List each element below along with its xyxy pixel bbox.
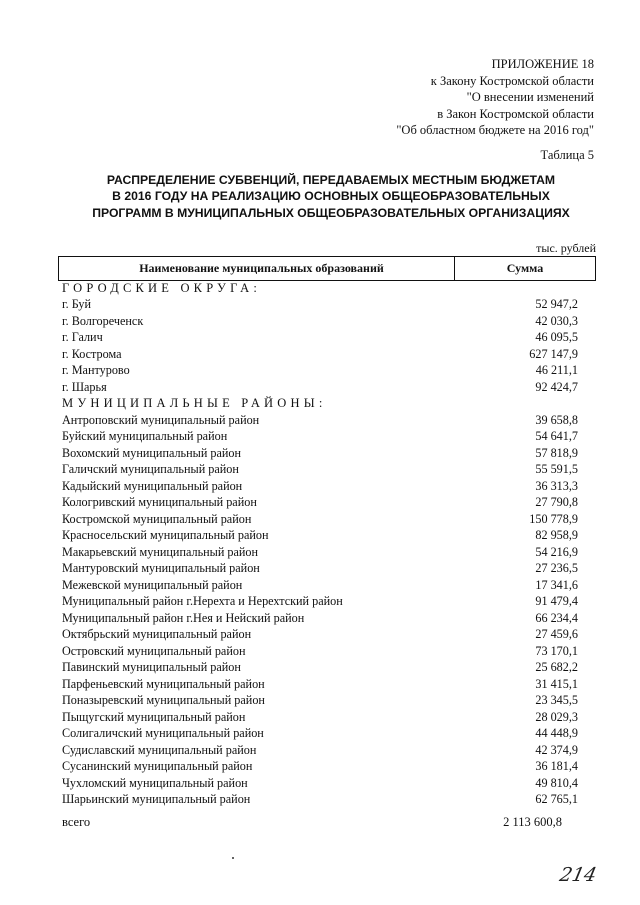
table-row [62, 742, 578, 759]
row-name: Пыщугский муниципальный район [62, 709, 246, 724]
total-row [62, 815, 562, 830]
total-label: всего [62, 815, 91, 829]
row-value: 82 958,9 [535, 528, 578, 543]
row-name: Шарьинский муниципальный район [62, 792, 251, 807]
row-name: Кадыйский муниципальный район [62, 478, 243, 493]
row-name: Буйский муниципальный район [62, 429, 228, 444]
row-name: Макарьевский муниципальный район [62, 544, 259, 559]
table-row [62, 726, 578, 743]
row-value: 73 170,1 [535, 643, 578, 658]
row-name: Костромской муниципальный район [62, 511, 252, 526]
row-name: Антроповский муниципальный район [62, 412, 260, 427]
row-value: 42 030,3 [535, 313, 578, 328]
table-row [62, 561, 578, 578]
header-name-column: Наименование муниципальных образований [59, 257, 455, 280]
row-value: 52 947,2 [535, 297, 578, 312]
table-row [62, 478, 578, 495]
appendix-line: ПРИЛОЖЕНИЕ 18 [491, 57, 594, 71]
row-name: Мантуровский муниципальный район [62, 561, 260, 576]
row-name: Вохомский муниципальный район [62, 445, 242, 460]
table-row [62, 660, 578, 677]
row-name: Муниципальный район г.Нея и Нейский район [62, 610, 305, 625]
row-name: Парфеньевский муниципальный район [62, 676, 265, 691]
table-row [62, 412, 578, 429]
row-name: Сусанинский муниципальный район [62, 759, 253, 774]
row-value: 57 818,9 [535, 445, 578, 460]
appendix-line: в Закон Костромской области [437, 106, 594, 121]
row-name: Красносельский муниципальный район [62, 528, 269, 543]
table-number: Таблица 5 [540, 148, 594, 162]
row-value: 150 778,9 [529, 511, 578, 526]
row-value: 27 790,8 [535, 495, 578, 510]
table-row [62, 363, 578, 380]
row-name: г. Шарья [62, 379, 107, 394]
row-value: 54 641,7 [535, 429, 578, 444]
table-row [62, 528, 578, 545]
table-row [62, 610, 578, 627]
row-value: 36 181,4 [535, 759, 578, 774]
row-name: Муниципальный район г.Нерехта и Нерехтский район [62, 594, 343, 609]
table-row [62, 445, 578, 462]
row-name: г. Мантурово [62, 363, 130, 378]
title-line: ПРОГРАММ В МУНИЦИПАЛЬНЫХ ОБЩЕОБРАЗОВАТЕЛЬНЫХ ОРГАНИЗАЦИЯХ [92, 205, 570, 220]
units-label: тыс. рублей [536, 241, 596, 255]
row-value: 66 234,4 [535, 610, 578, 625]
table-row [62, 379, 578, 396]
document-title [40, 172, 622, 221]
table-row [62, 643, 578, 660]
table-row [62, 676, 578, 693]
row-value: 27 459,6 [535, 627, 578, 642]
row-name: Кологривский муниципальный район [62, 495, 257, 510]
row-value: 91 479,4 [535, 594, 578, 609]
appendix-line: к Закону Костромской области [430, 73, 594, 88]
row-value: 627 147,9 [529, 346, 578, 361]
section-heading: ГОРОДСКИЕ ОКРУГА: [62, 280, 262, 295]
row-value: 36 313,3 [535, 478, 578, 493]
row-value: 55 591,5 [535, 462, 578, 477]
row-value: 49 810,4 [535, 775, 578, 790]
table-body [62, 280, 578, 808]
appendix-line: "О внесении изменений [466, 90, 594, 105]
table-row [62, 297, 578, 314]
row-value: 28 029,3 [535, 709, 578, 724]
row-value: 25 682,2 [535, 660, 578, 675]
row-value: 92 424,7 [535, 379, 578, 394]
title-line: РАСПРЕДЕЛЕНИЕ СУБВЕНЦИЙ, ПЕРЕДАВАЕМЫХ МЕСТНЫМ БЮДЖЕТАМ [106, 173, 556, 187]
table-row [62, 495, 578, 512]
row-value: 62 765,1 [535, 792, 578, 807]
row-name: г. Кострома [62, 346, 122, 361]
table-row [62, 544, 578, 561]
table-row [62, 759, 578, 776]
row-name: Чухломский муниципальный район [62, 775, 248, 790]
row-value: 46 211,1 [535, 363, 578, 378]
table-row [62, 429, 578, 446]
table-row [62, 462, 578, 479]
row-value: 23 345,5 [535, 693, 578, 708]
row-value: 39 658,8 [535, 412, 578, 427]
row-name: Октябрьский муниципальный район [62, 627, 252, 642]
section-heading: МУНИЦИПАЛЬНЫЕ РАЙОНЫ: [62, 396, 327, 411]
header-sum-column: Сумма [506, 261, 544, 275]
table-row [62, 313, 578, 330]
row-name: Поназыревский муниципальный район [62, 693, 265, 708]
row-value: 31 415,1 [535, 676, 578, 691]
row-name: Солигаличский муниципальный район [62, 726, 264, 741]
appendix-header [396, 56, 594, 139]
row-name: Островский муниципальный район [62, 643, 246, 658]
row-value: 17 341,6 [535, 577, 578, 592]
title-line: В 2016 ГОДУ НА РЕАЛИЗАЦИЮ ОСНОВНЫХ ОБЩЕОБРАЗОВАТЕЛЬНЫХ [112, 189, 550, 204]
total-value: 2 113 600,8 [503, 815, 562, 829]
appendix-line: "Об областном бюджете на 2016 год" [396, 123, 594, 138]
handwritten-page-number: 214 [557, 864, 599, 886]
table-row [62, 330, 578, 347]
table-row [62, 346, 578, 363]
table-row [62, 775, 578, 792]
table-header [58, 256, 596, 281]
row-name: г. Буй [62, 297, 92, 312]
table-row [62, 577, 578, 594]
row-value: 54 216,9 [535, 544, 578, 559]
table-row [62, 511, 578, 528]
table-row [62, 693, 578, 710]
row-name: Судиславский муниципальный район [62, 742, 257, 757]
row-name: г. Волгореченск [62, 313, 144, 328]
row-value: 44 448,9 [535, 726, 578, 741]
table-row [62, 709, 578, 726]
row-name: г. Галич [62, 330, 103, 345]
stray-dot [232, 857, 234, 859]
row-value: 27 236,5 [535, 561, 578, 576]
row-value: 46 095,5 [535, 330, 578, 345]
row-name: Галичский муниципальный район [62, 462, 239, 477]
table-row [62, 792, 578, 809]
table-row [62, 627, 578, 644]
row-name: Павинский муниципальный район [62, 660, 241, 675]
table-row [62, 594, 578, 611]
row-value: 42 374,9 [535, 742, 578, 757]
row-name: Межевской муниципальный район [62, 577, 243, 592]
